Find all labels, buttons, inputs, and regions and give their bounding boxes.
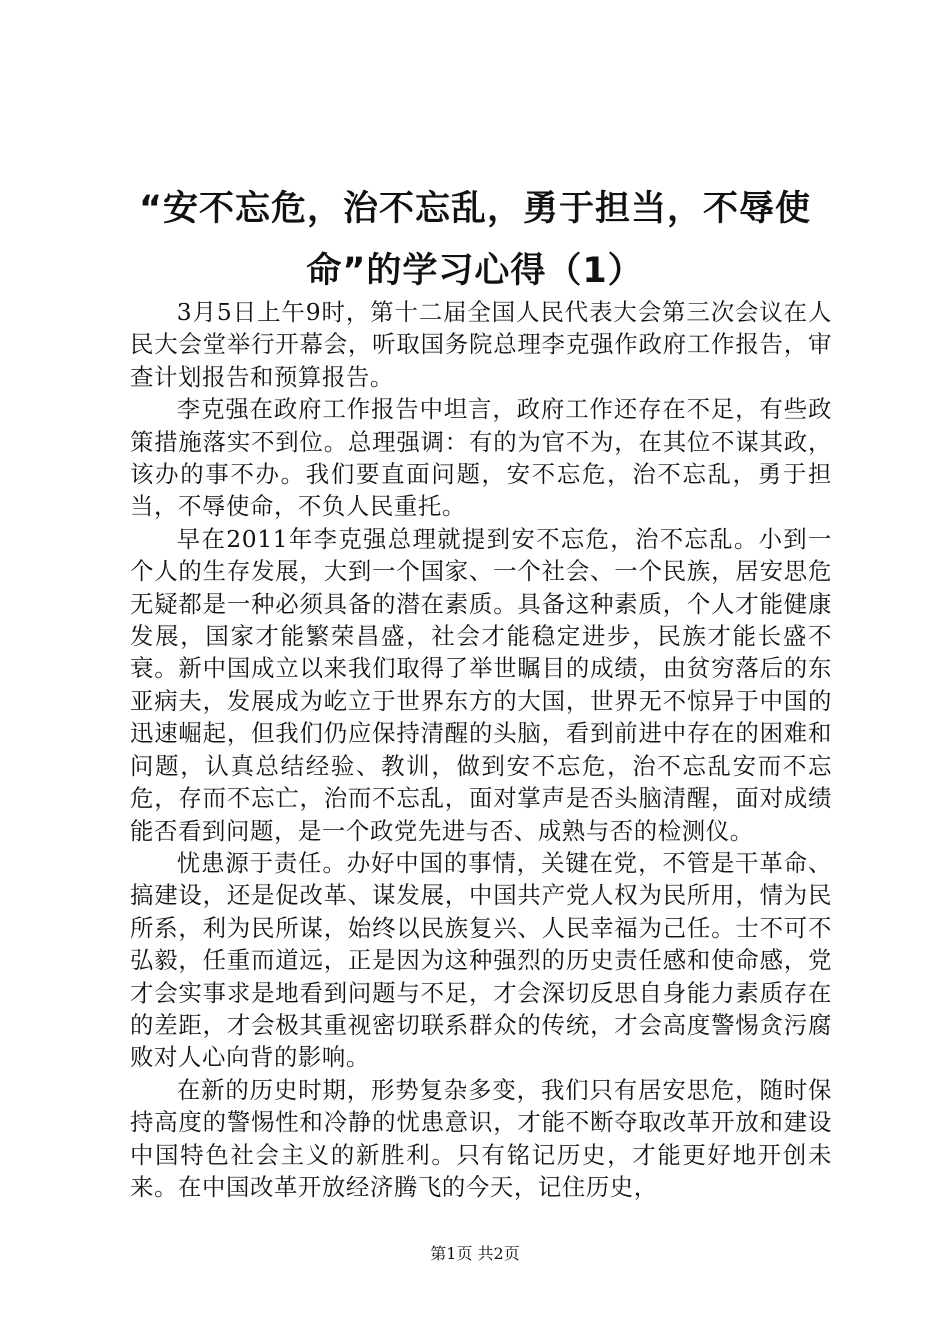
page-number-footer: 第1页 共2页: [430, 1244, 520, 1263]
document-body: [130, 296, 832, 1203]
paragraph: 在新的历史时期，形势复杂多变，我们只有居安思危，随时保持高度的警惕性和冷静的忧患意识，才能不断夺取改革开放和建设中国特色社会主义的新胜利。只有铭记历史，才能更好地开创未来。在中国改革开放经济腾飞的今天，记住历史，: [130, 1075, 832, 1201]
paragraph: 3月5日上午9时，第十二届全国人民代表大会第三次会议在人民大会堂举行开幕会，听取国务院总理李克强作政府工作报告，审查计划报告和预算报告。: [130, 298, 832, 391]
document-title: “安不忘危，治不忘乱，勇于担当，不辱使命”的学习心得（1）: [138, 189, 811, 291]
paragraph: 早在2011年李克强总理就提到安不忘危，治不忘乱。小到一个人的生存发展，大到一个国家、一个社会、一个民族，居安思危无疑都是一种必须具备的潜在素质。具备这种素质，个人才能健康发展，国家才能繁荣昌盛，社会才能稳定进步，民族才能长盛不衰。新中国成立以来我们取得了举世瞩目的成绩，由贫穷落后的东亚病夫，发展成为屹立于世界东方的大国，世界无不惊异于中国的迅速崛起，但我们仍应保持清醒的头脑，看到前进中存在的困难和问题，认真总结经验、教训，做到安不忘危，治不忘乱安而不忘危，存而不忘亡，治而不忘乱，面对掌声是否头脑清醒，面对成绩能否看到问题，是一个政党先进与否、成熟与否的检测仪。: [130, 524, 832, 845]
paragraph: 李克强在政府工作报告中坦言，政府工作还存在不足，有些政策措施落实不到位。总理强调：有的为官不为，在其位不谋其政，该办的事不办。我们要直面问题，安不忘危，治不忘乱，勇于担当，不辱使命，不负人民重托。: [130, 395, 832, 521]
paragraph: 忧患源于责任。办好中国的事情，关键在党，不管是干革命、搞建设，还是促改革、谋发展，中国共产党人权为民所用，情为民所系，利为民所谋，始终以民族复兴、人民幸福为己任。士不可不弘毅，任重而道远，正是因为这种强烈的历史责任感和使命感，党才会实事求是地看到问题与不足，才会深切反思自身能力素质存在的差距，才会极其重视密切联系群众的传统，才会高度警惕贪污腐败对人心向背的影响。: [130, 848, 832, 1072]
